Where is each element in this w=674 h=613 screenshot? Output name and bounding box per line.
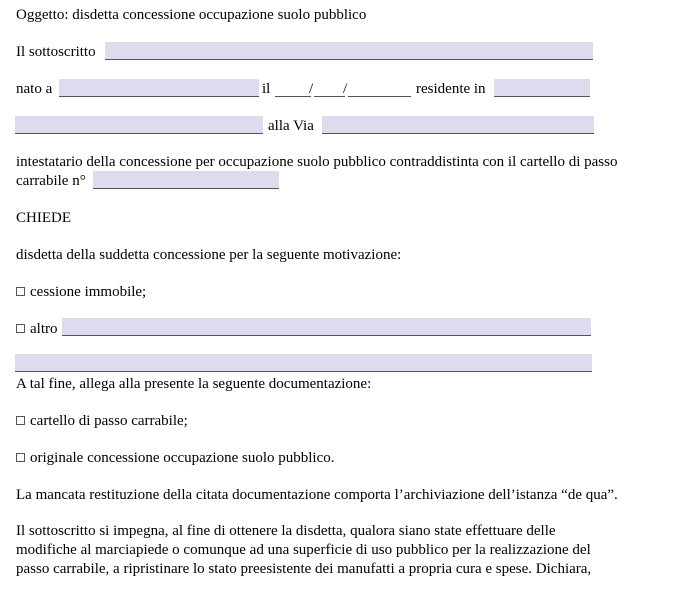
intestatario-text: intestatario della concessione per occupazione suolo pubblico contraddistinta con il cartello di passo — [16, 154, 618, 170]
impegna-line-1: Il sottoscritto si impegna, al fine di ottenere la disdetta, qualora siano state effettuare delle — [16, 523, 556, 539]
mancata-text: La mancata restituzione della citata documentazione comporta l’archiviazione dell’istanza “de qua”. — [16, 487, 618, 503]
date-month-field[interactable] — [314, 96, 345, 97]
impegna-line-2: modifiche al marciapiede o comunque ad una superficie di uso pubblico per la realizzazione del — [16, 542, 591, 558]
residente-field[interactable] — [494, 79, 590, 97]
altro-continuation-field[interactable] — [15, 354, 592, 372]
date-slash-1: / — [309, 81, 314, 97]
residente-label: residente in — [416, 81, 486, 97]
carrabile-number-field[interactable] — [93, 171, 279, 189]
doc-originale-label: originale concessione occupazione suolo pubblico. — [30, 450, 335, 466]
impegna-line-3: passo carrabile, a ripristinare lo stato preesistente dei manufatti a propria cura e spese. Dichiara, — [16, 561, 592, 577]
checkbox-cartello[interactable] — [16, 416, 25, 425]
doc-originale[interactable] — [16, 449, 335, 467]
date-slash-2: / — [343, 81, 348, 97]
option-cessione-label: cessione immobile; — [30, 284, 147, 300]
via-field[interactable] — [322, 116, 594, 134]
allega-text: A tal fine, allega alla presente la seguente documentazione: — [16, 376, 372, 392]
nato-label: nato a — [16, 81, 53, 97]
checkbox-originale[interactable] — [16, 453, 25, 462]
checkbox-cessione[interactable] — [16, 287, 25, 296]
chiede-heading: CHIEDE — [16, 210, 71, 226]
disdetta-text: disdetta della suddetta concessione per la seguente motivazione: — [16, 247, 402, 263]
address-field[interactable] — [15, 116, 263, 134]
option-cessione[interactable] — [16, 283, 146, 301]
subject-line: Oggetto: disdetta concessione occupazione suolo pubblico — [16, 7, 367, 23]
option-altro[interactable] — [16, 320, 58, 338]
sottoscritto-field[interactable] — [105, 42, 593, 60]
doc-cartello[interactable] — [16, 412, 188, 430]
doc-cartello-label: cartello di passo carrabile; — [30, 413, 188, 429]
il-label: il — [262, 81, 271, 97]
alla-via-label: alla Via — [268, 118, 314, 134]
carrabile-label: carrabile n° — [16, 173, 86, 189]
nato-a-field[interactable] — [59, 79, 259, 97]
option-altro-label: altro — [30, 321, 58, 337]
date-day-field[interactable] — [275, 96, 311, 97]
altro-field[interactable] — [62, 318, 591, 336]
sottoscritto-label: Il sottoscritto — [16, 44, 96, 60]
date-year-field[interactable] — [348, 96, 411, 97]
checkbox-altro[interactable] — [16, 324, 25, 333]
